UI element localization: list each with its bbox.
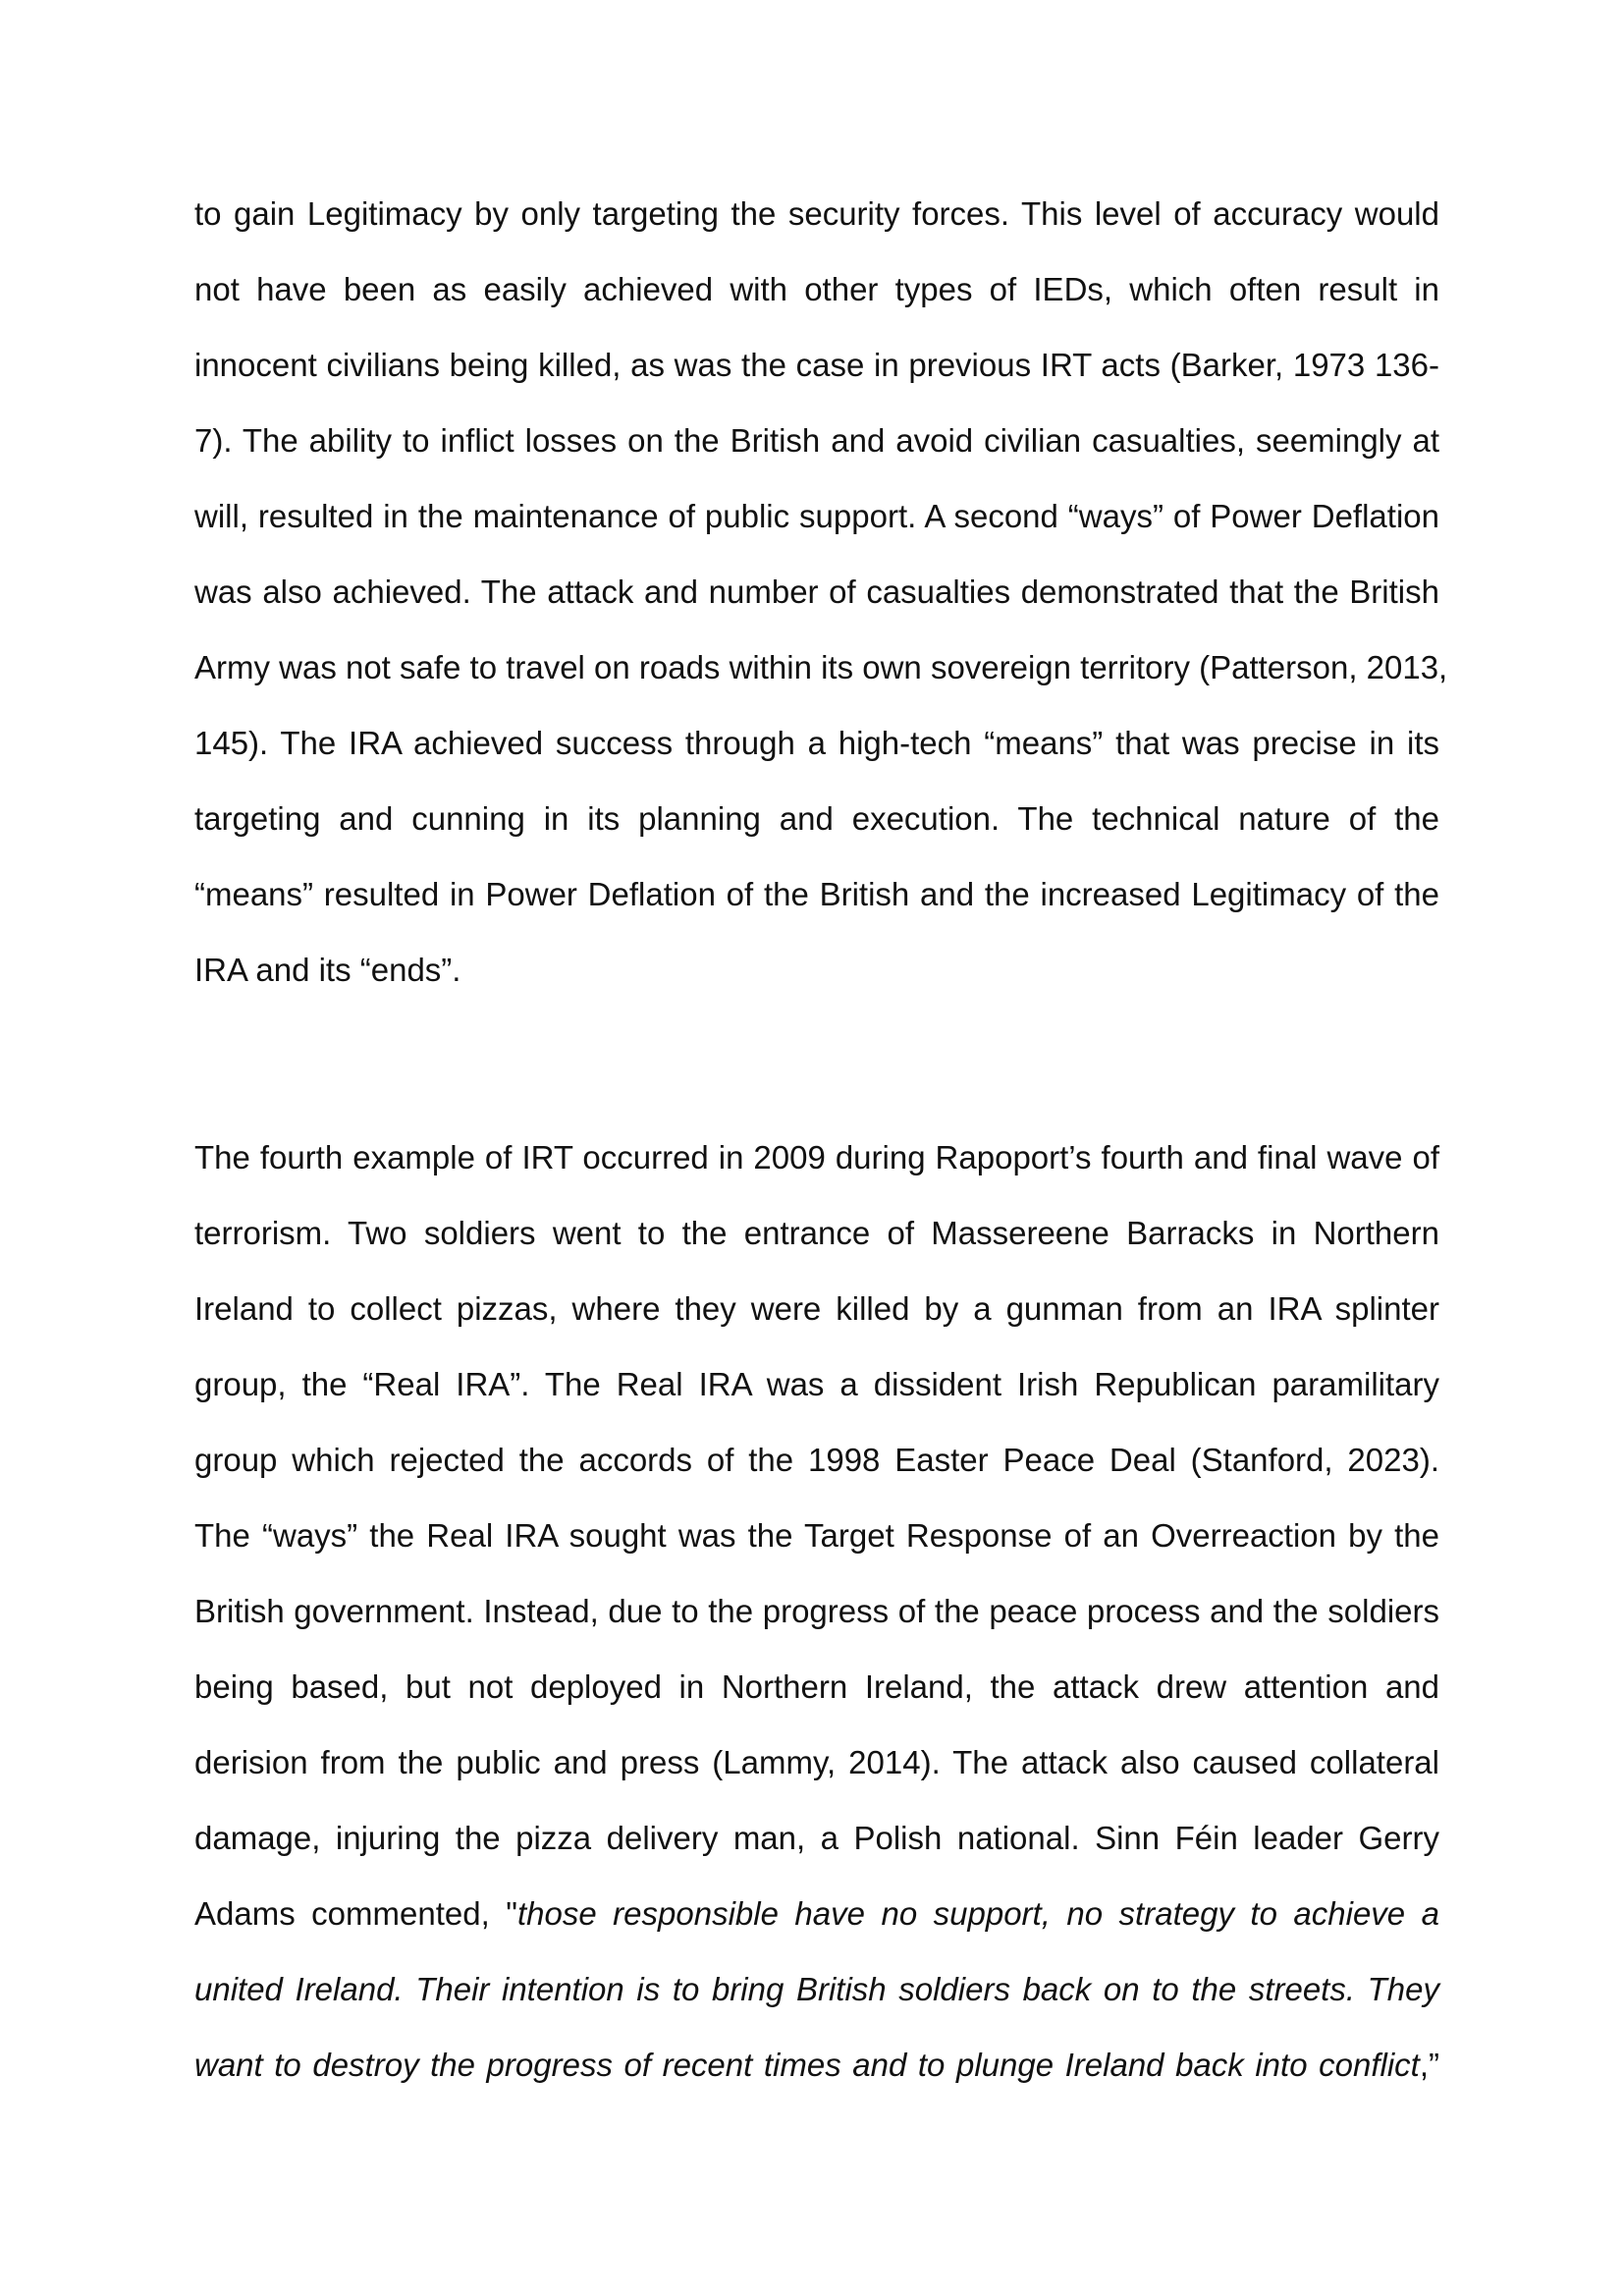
text-line: innocent civilians being killed, as was the case in previous IRT acts (Barker, 1973 136- <box>194 347 1439 383</box>
text-line: to gain Legitimacy by only targeting the security forces. This level of accuracy would <box>194 195 1439 232</box>
text-line: IRA and its “ends”. <box>194 952 461 988</box>
text-line: Ireland to collect pizzas, where they were killed by a gunman from an IRA splinter <box>194 1290 1439 1327</box>
italic-quote: want to destroy the progress of recent times and to plunge Ireland back into conflict <box>194 2047 1420 2083</box>
italic-quote-line: united Ireland. Their intention is to bring British soldiers back on to the streets. They <box>194 1971 1439 2007</box>
paragraph-ied-legitimacy <box>194 176 1448 1008</box>
paragraph-fourth-example <box>194 1120 1439 2103</box>
text-line: being based, but not deployed in Northern Ireland, the attack drew attention and <box>194 1668 1439 1705</box>
text-line: targeting and cunning in its planning and execution. The technical nature of the <box>194 800 1439 837</box>
text-line: 145). The IRA achieved success through a high-tech “means” that was precise in its <box>194 725 1439 761</box>
text-line: derision from the public and press (Lammy, 2014). The attack also caused collateral <box>194 1744 1439 1780</box>
text-line: “means” resulted in Power Deflation of the British and the increased Legitimacy of the <box>194 876 1439 912</box>
text-line: terrorism. Two soldiers went to the entrance of Massereene Barracks in Northern <box>194 1215 1439 1251</box>
text-line: group which rejected the accords of the 1998 Easter Peace Deal (Stanford, 2023). <box>194 1442 1439 1478</box>
text-line: The fourth example of IRT occurred in 2009 during Rapoport’s fourth and final wave of <box>194 1139 1439 1175</box>
quote-line <box>194 1876 1439 1951</box>
text-line: not have been as easily achieved with other types of IEDs, which often result in <box>194 271 1439 307</box>
italic-quote: those responsible have no support, no strategy to achieve a <box>516 1895 1439 1932</box>
text-line: group, the “Real IRA”. The Real IRA was a dissident Irish Republican paramilitary <box>194 1366 1439 1402</box>
quote-end: ,” <box>1419 2047 1439 2083</box>
text-line: 7). The ability to inflict losses on the British and avoid civilian casualties, seemingly at <box>194 422 1439 459</box>
text-line: Army was not safe to travel on roads within its own sovereign territory (Patterson, 2013, <box>194 649 1448 685</box>
quote-intro: Adams commented, " <box>194 1895 517 1932</box>
text-line: was also achieved. The attack and number of casualties demonstrated that the British <box>194 574 1439 610</box>
text-line: British government. Instead, due to the progress of the peace process and the soldiers <box>194 1593 1439 1629</box>
text-line: will, resulted in the maintenance of public support. A second “ways” of Power Deflation <box>194 498 1439 534</box>
quote-line <box>194 2027 1439 2103</box>
text-line: damage, injuring the pizza delivery man, a Polish national. Sinn Féin leader Gerry <box>194 1820 1439 1856</box>
text-line: The “ways” the Real IRA sought was the Target Response of an Overreaction by the <box>194 1517 1439 1554</box>
